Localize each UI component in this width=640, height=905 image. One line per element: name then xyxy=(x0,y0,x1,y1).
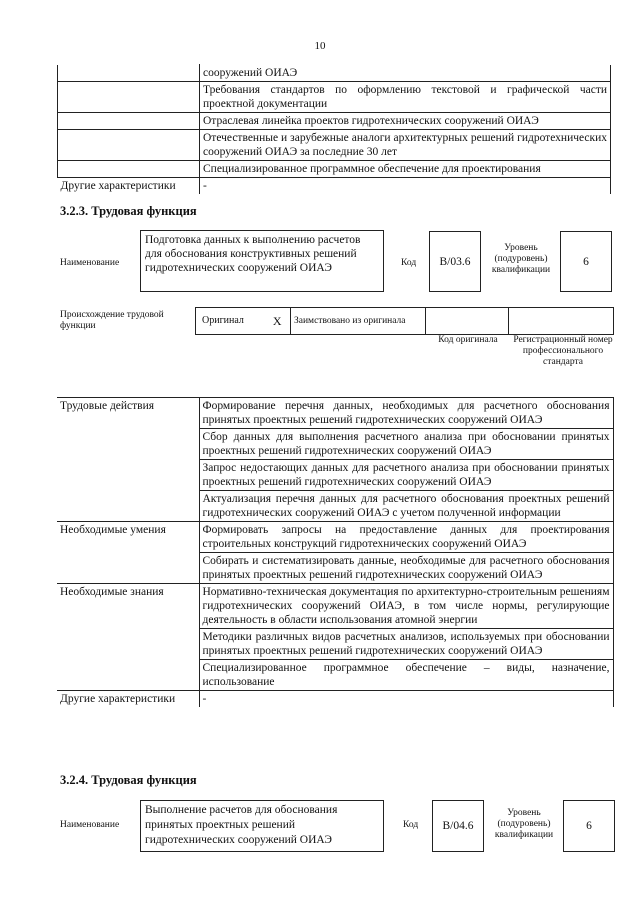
code-value: B/03.6 xyxy=(439,255,471,268)
list-item: Собирать и систематизировать данные, необходимые для расчетного обоснования принятых проектных решений гидротехнических сооружений ОИАЭ xyxy=(199,553,613,584)
table-row xyxy=(57,398,613,429)
row-label: Другие характеристики xyxy=(58,177,200,194)
list-item: Сбор данных для выполнения расчетного анализа при обосновании принятых проектных решений гидротехнических сооружений ОИАЭ xyxy=(199,429,613,460)
reg-number-cell xyxy=(509,308,614,335)
function-name: Выполнение расчетов для обоснования принятых проектных решений гидротехнических сооружений ОИАЭ xyxy=(145,804,338,846)
table-row xyxy=(58,129,611,160)
group-label: Другие характеристики xyxy=(57,691,199,708)
reg-number-caption: Регистрационный номер профессионального стандарта xyxy=(513,335,613,367)
row-value: Отраслевая линейка проектов гидротехнических сооружений ОИАЭ xyxy=(200,112,611,129)
section-heading-323: 3.2.3. Трудовая функция xyxy=(60,204,197,218)
list-item: Методики различных видов расчетных анализов, используемых при обосновании принятых проектных решений гидротехнических сооружений ОИАЭ xyxy=(199,629,613,660)
table-row xyxy=(57,522,613,553)
table-row xyxy=(58,81,611,112)
table-row xyxy=(57,584,613,629)
group-label: Необходимые знания xyxy=(57,584,199,691)
table-row xyxy=(58,160,611,177)
list-item: Запрос недостающих данных для расчетного анализа при обосновании принятых проектных решений гидротехнических сооружений ОИАЭ xyxy=(199,460,613,491)
row-value: Специализированное программное обеспечение для проектирования xyxy=(200,160,611,177)
table-row xyxy=(58,65,611,82)
list-item: Нормативно-техническая документация по архитектурно-строительным решениям гидротехнических сооружений ОИАЭ, в том числе нормы, регулирующие деятельность в области использования атомной энергии xyxy=(199,584,613,629)
list-item: Специализированное программное обеспечение – виды, назначение, использование xyxy=(199,660,613,691)
top-table xyxy=(57,64,611,194)
level-value: 6 xyxy=(583,255,589,268)
level-box xyxy=(563,800,615,852)
page-number: 10 xyxy=(314,40,326,52)
row-label xyxy=(58,160,200,177)
group-label: Необходимые умения xyxy=(57,522,199,584)
code-box xyxy=(429,231,481,292)
original-label: Оригинал xyxy=(196,308,265,335)
original-mark: X xyxy=(265,308,291,335)
function-name-box xyxy=(140,230,384,292)
code-box xyxy=(432,800,484,852)
row-label xyxy=(58,65,200,82)
name-label: Наименование xyxy=(60,258,120,268)
list-item: - xyxy=(199,691,613,708)
origin-table xyxy=(195,307,614,335)
section-heading-324: 3.2.4. Трудовая функция xyxy=(60,773,197,787)
code-value: B/04.6 xyxy=(442,820,474,832)
table-row xyxy=(58,112,611,129)
level-box xyxy=(560,231,612,292)
main-table xyxy=(57,397,614,707)
row-value: Отечественные и зарубежные аналоги архитектурных решений гидротехнических сооружений ОИАЭ за последние 30 лет xyxy=(200,129,611,160)
table-row xyxy=(57,691,613,708)
code-original-caption: Код оригинала xyxy=(438,335,498,345)
code-label: Код xyxy=(401,258,417,268)
level-label: Уровень (подуровень) квалификации xyxy=(491,243,551,275)
row-value: сооружений ОИАЭ xyxy=(200,65,611,82)
name-label: Наименование xyxy=(60,820,120,830)
function-name: Подготовка данных к выполнению расчетов для обоснования конструктивных решений гидротехнических сооружений ОИАЭ xyxy=(145,234,361,274)
row-value: - xyxy=(200,177,611,194)
row-label xyxy=(58,81,200,112)
row-label xyxy=(58,112,200,129)
level-label: Уровень (подуровень) квалификации xyxy=(494,808,554,840)
list-item: Формировать запросы на предоставление данных для проектирования строительных конструкций гидротехнических сооружений ОИАЭ xyxy=(199,522,613,553)
row-label xyxy=(58,129,200,160)
function-name-box xyxy=(140,800,384,852)
code-original-cell xyxy=(426,308,509,335)
level-value: 6 xyxy=(586,820,592,832)
table-row xyxy=(58,177,611,194)
origin-label: Происхождение трудовой функции xyxy=(60,310,164,331)
code-label: Код xyxy=(403,820,419,830)
borrowed-label: Заимствовано из оригинала xyxy=(291,308,426,335)
list-item: Актуализация перечня данных для расчетного обоснования проектных решений гидротехнических сооружений ОИАЭ с учетом полученной информации xyxy=(199,491,613,522)
list-item: Формирование перечня данных, необходимых для расчетного обоснования принятых проектных решений гидротехнических сооружений ОИАЭ xyxy=(199,398,613,429)
row-value: Требования стандартов по оформлению текстовой и графической части проектной документации xyxy=(200,81,611,112)
group-label: Трудовые действия xyxy=(57,398,199,522)
